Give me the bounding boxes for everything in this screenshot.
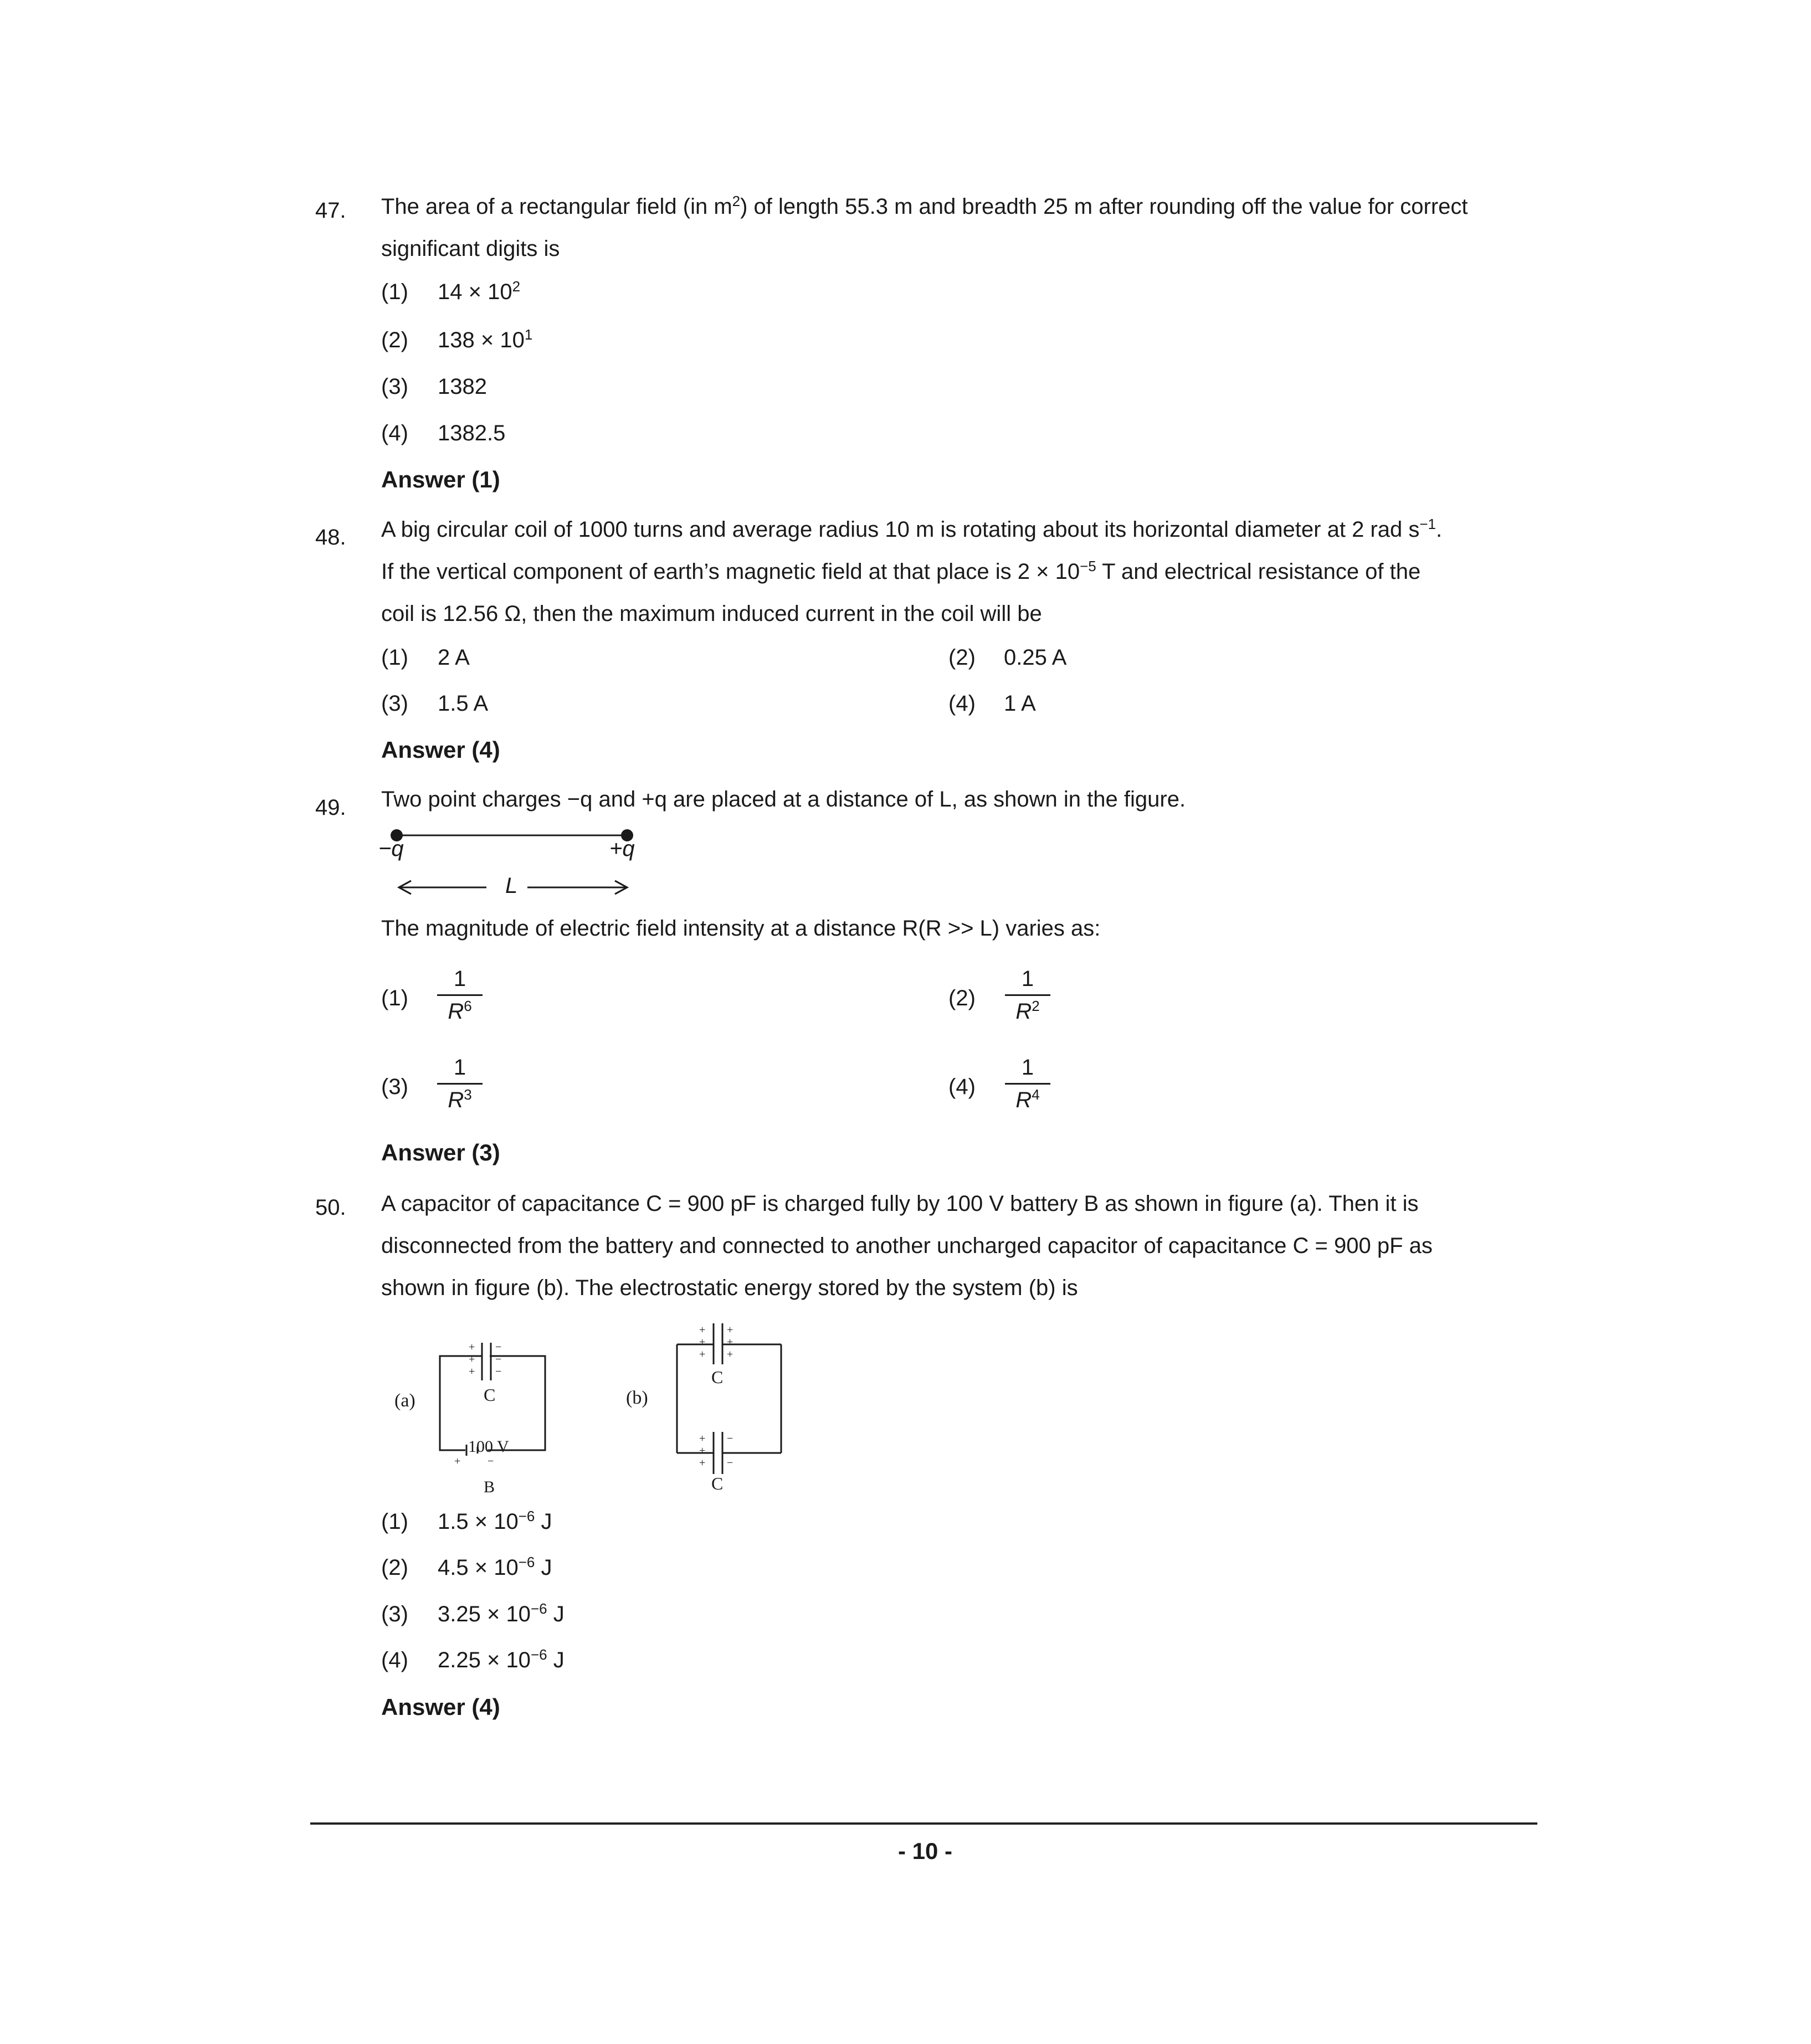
svg-text:+: + [699, 1324, 706, 1336]
svg-text:+: + [727, 1324, 733, 1336]
q47-option-1-number: (1) [381, 280, 408, 304]
svg-text:−: − [495, 1353, 502, 1365]
q50-option-4-value: $2.25 \times 10^{-6}$ J [438, 1646, 565, 1672]
q50-option-3-number: (3) [381, 1602, 408, 1626]
q48-option-2-number: (2) [948, 645, 976, 670]
svg-text:+: + [727, 1348, 733, 1360]
q49-option-2-number: (2) [948, 986, 976, 1010]
q50-figure-a-circuit [432, 1318, 565, 1485]
q50-answer: Answer (4) [381, 1694, 500, 1720]
q47-number: 47. [315, 198, 346, 223]
q48-text: A big circular coil of 1000 turns and average radius 10 m is rotating about its horizontal diameter at 2 rad $s^{-1}$. If the vertical component of earth’s magnetic field at that place is $2 \times 10^{-5}$ T and electrical resistance of the coil is 12.56 Ω, then the maximum induced current in the coil will be [381, 516, 1443, 626]
svg-text:−: − [727, 1457, 733, 1469]
q49-distance-label: L [505, 874, 518, 898]
svg-text:+: + [454, 1455, 461, 1467]
q47-option-2-value: $138 \times 10^1$ [438, 326, 533, 352]
q50-figure-b-circuit [665, 1321, 792, 1487]
q49-left-charge-label: −q [378, 836, 404, 861]
q47-text: The area of a rectangular field (in $m^2$) of length 55.3 m and breadth 25 m after rounding off the value for correct significant digits is [381, 193, 1468, 261]
q48-option-1-number: (1) [381, 645, 408, 670]
q50-figure-b-bottom-capacitor-label: C [711, 1473, 724, 1493]
q48-option-1-value: 2 A [438, 645, 470, 670]
q50-option-4-number: (4) [381, 1648, 408, 1672]
svg-text:+: + [469, 1341, 475, 1353]
q50-text: A capacitor of capacitance C = 900 pF is charged fully by 100 V battery B as shown in figure (a). Then it is disconnected from the battery and connected to another uncharged capacitor of capacitance C = 900 pF as shown in figure (b). The electrostatic energy stored by the system (b) is [381, 1192, 1433, 1300]
q47-option-1-value: $14 \times 10^2$ [438, 278, 521, 304]
q50-option-1-value: $1.5 \times 10^{-6}$ J [438, 1508, 552, 1534]
svg-text:+: + [699, 1432, 706, 1445]
svg-text:+: + [469, 1353, 475, 1365]
q50-figure-b-label: (b) [626, 1388, 648, 1408]
page-number: - 10 - [897, 1838, 953, 1864]
q48-option-3-number: (3) [381, 691, 408, 716]
q49-question-line: The magnitude of electric field intensity at a distance R(R >> L) varies as: [381, 916, 1101, 941]
q48-option-4-value: 1 A [1004, 691, 1036, 716]
svg-text:−: − [488, 1455, 494, 1467]
q48-answer: Answer (4) [381, 737, 500, 763]
q49-answer: Answer (3) [381, 1139, 500, 1165]
svg-text:+: + [469, 1365, 475, 1378]
q49-option-2-fraction: 1 $R^2$ [1003, 967, 1053, 1024]
q49-option-3-number: (3) [381, 1075, 408, 1099]
svg-text:+: + [699, 1336, 706, 1348]
q48-number: 48. [315, 525, 346, 549]
q47-option-3-number: (3) [381, 374, 408, 399]
svg-text:+: + [727, 1336, 733, 1348]
q49-option-1-number: (1) [381, 986, 408, 1010]
q50-option-1-number: (1) [381, 1509, 408, 1534]
svg-text:−: − [495, 1341, 502, 1353]
q48-option-2-value: 0.25 A [1004, 645, 1067, 670]
svg-text:+: + [699, 1445, 706, 1457]
q49-option-4-number: (4) [948, 1075, 976, 1099]
q49-option-4-fraction: 1 $R^4$ [1003, 1055, 1053, 1112]
q50-option-2-number: (2) [381, 1555, 408, 1580]
q50-figure-a-battery-voltage: 100 V [468, 1437, 509, 1456]
q49-option-3-fraction: 1 $R^3$ [435, 1055, 485, 1112]
q49-number: 49. [315, 795, 346, 820]
svg-text:−: − [495, 1365, 502, 1378]
svg-text:−: − [727, 1432, 733, 1445]
footer-divider [310, 1822, 1537, 1825]
q48-option-3-value: 1.5 A [438, 691, 489, 716]
q50-option-3-value: $3.25 \times 10^{-6}$ J [438, 1600, 565, 1626]
q50-figure-a-label: (a) [394, 1390, 415, 1411]
q47-answer: Answer (1) [381, 466, 500, 492]
q50-figure-b-top-capacitor-label: C [711, 1367, 724, 1387]
svg-text:+: + [699, 1457, 706, 1469]
q49-right-charge-label: +q [609, 836, 635, 861]
q48-option-4-number: (4) [948, 691, 976, 716]
q49-text: Two point charges −q and +q are placed at a distance of L, as shown in the figure. [381, 787, 1186, 812]
q47-option-2-number: (2) [381, 328, 408, 352]
q47-option-3-value: 1382 [438, 374, 487, 399]
q50-figure-a-capacitor-label: C [484, 1385, 496, 1405]
q49-option-1-fraction: 1 $R^6$ [435, 967, 485, 1024]
q50-option-2-value: $4.5 \times 10^{-6}$ J [438, 1554, 552, 1580]
q50-number: 50. [315, 1195, 346, 1220]
svg-text:+: + [699, 1348, 706, 1360]
q47-option-4-number: (4) [381, 421, 408, 445]
q50-figure-a-battery-label: B [484, 1478, 495, 1496]
q47-option-4-value: 1382.5 [438, 421, 506, 445]
